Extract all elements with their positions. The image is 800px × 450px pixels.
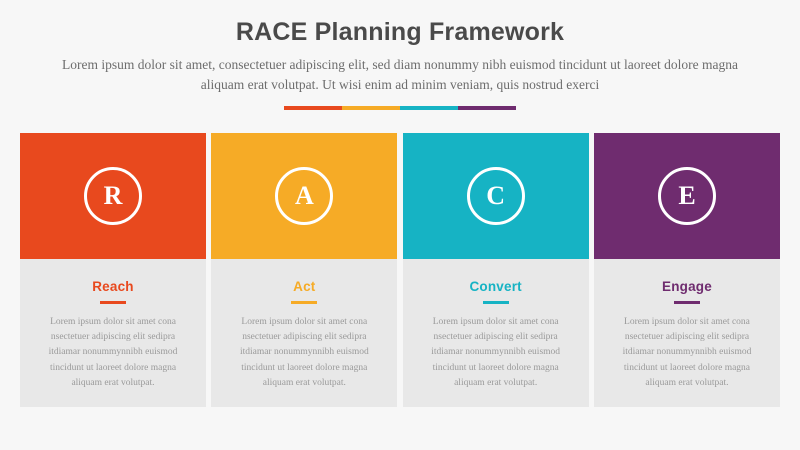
- card-underline-reach: [100, 301, 126, 304]
- card-engage[interactable]: [594, 133, 780, 407]
- page-title: RACE Planning Framework: [235, 18, 565, 46]
- card-description-reach: Lorem ipsum dolor sit amet cona nsectetuer adipiscing elit sedipra itdiamar nonummynnibh euismod tincidunt ut laoreet dolore magna aliquam erat volutpat.: [48, 317, 178, 388]
- accent-bar: [284, 106, 516, 110]
- card-body-act: [211, 259, 397, 407]
- card-underline-engage: [674, 301, 700, 304]
- card-underline-convert: [483, 301, 509, 304]
- card-description-convert: Lorem ipsum dolor sit amet cona nsectetuer adipiscing elit sedipra itdiamar nonummynnibh euismod tincidunt ut laoreet dolore magna aliquam erat volutpat.: [431, 317, 561, 388]
- card-label-engage: Engage: [662, 279, 712, 294]
- accent-segment-2: [342, 106, 400, 110]
- card-description-act: Lorem ipsum dolor sit amet cona nsectetuer adipiscing elit sedipra itdiamar nonummynnibh euismod tincidunt ut laoreet dolore magna aliquam erat volutpat.: [239, 317, 369, 388]
- card-top-reach: [20, 133, 206, 259]
- card-top-act: [211, 133, 397, 259]
- letter-badge-engage: E: [658, 167, 716, 225]
- card-underline-act: [291, 301, 317, 304]
- accent-segment-3: [400, 106, 458, 110]
- card-description-engage: Lorem ipsum dolor sit amet cona nsectetuer adipiscing elit sedipra itdiamar nonummynnibh euismod tincidunt ut laoreet dolore magna aliquam erat volutpat.: [622, 317, 752, 388]
- card-top-engage: [594, 133, 780, 259]
- accent-segment-1: [284, 106, 342, 110]
- accent-segment-4: [458, 106, 516, 110]
- letter-badge-reach: R: [84, 167, 142, 225]
- card-act[interactable]: [211, 133, 397, 407]
- header: [0, 0, 800, 110]
- page-subtitle: Lorem ipsum dolor sit amet, consectetuer adipiscing elit, sed diam nonummy nibh euismod tincidunt ut laoreet dolore magna aliquam erat volutpat. Ut wisi enim ad minim veniam, quis nostrud exerci: [62, 57, 738, 92]
- letter-badge-convert: C: [467, 167, 525, 225]
- card-reach[interactable]: [20, 133, 206, 407]
- letter-badge-act: A: [275, 167, 333, 225]
- card-label-act: Act: [293, 279, 316, 294]
- card-body-engage: [594, 259, 780, 407]
- card-label-convert: Convert: [469, 279, 522, 294]
- card-body-reach: [20, 259, 206, 407]
- card-label-reach: Reach: [92, 279, 134, 294]
- card-convert[interactable]: [403, 133, 589, 407]
- card-body-convert: [403, 259, 589, 407]
- cards-row: [20, 133, 780, 407]
- card-top-convert: [403, 133, 589, 259]
